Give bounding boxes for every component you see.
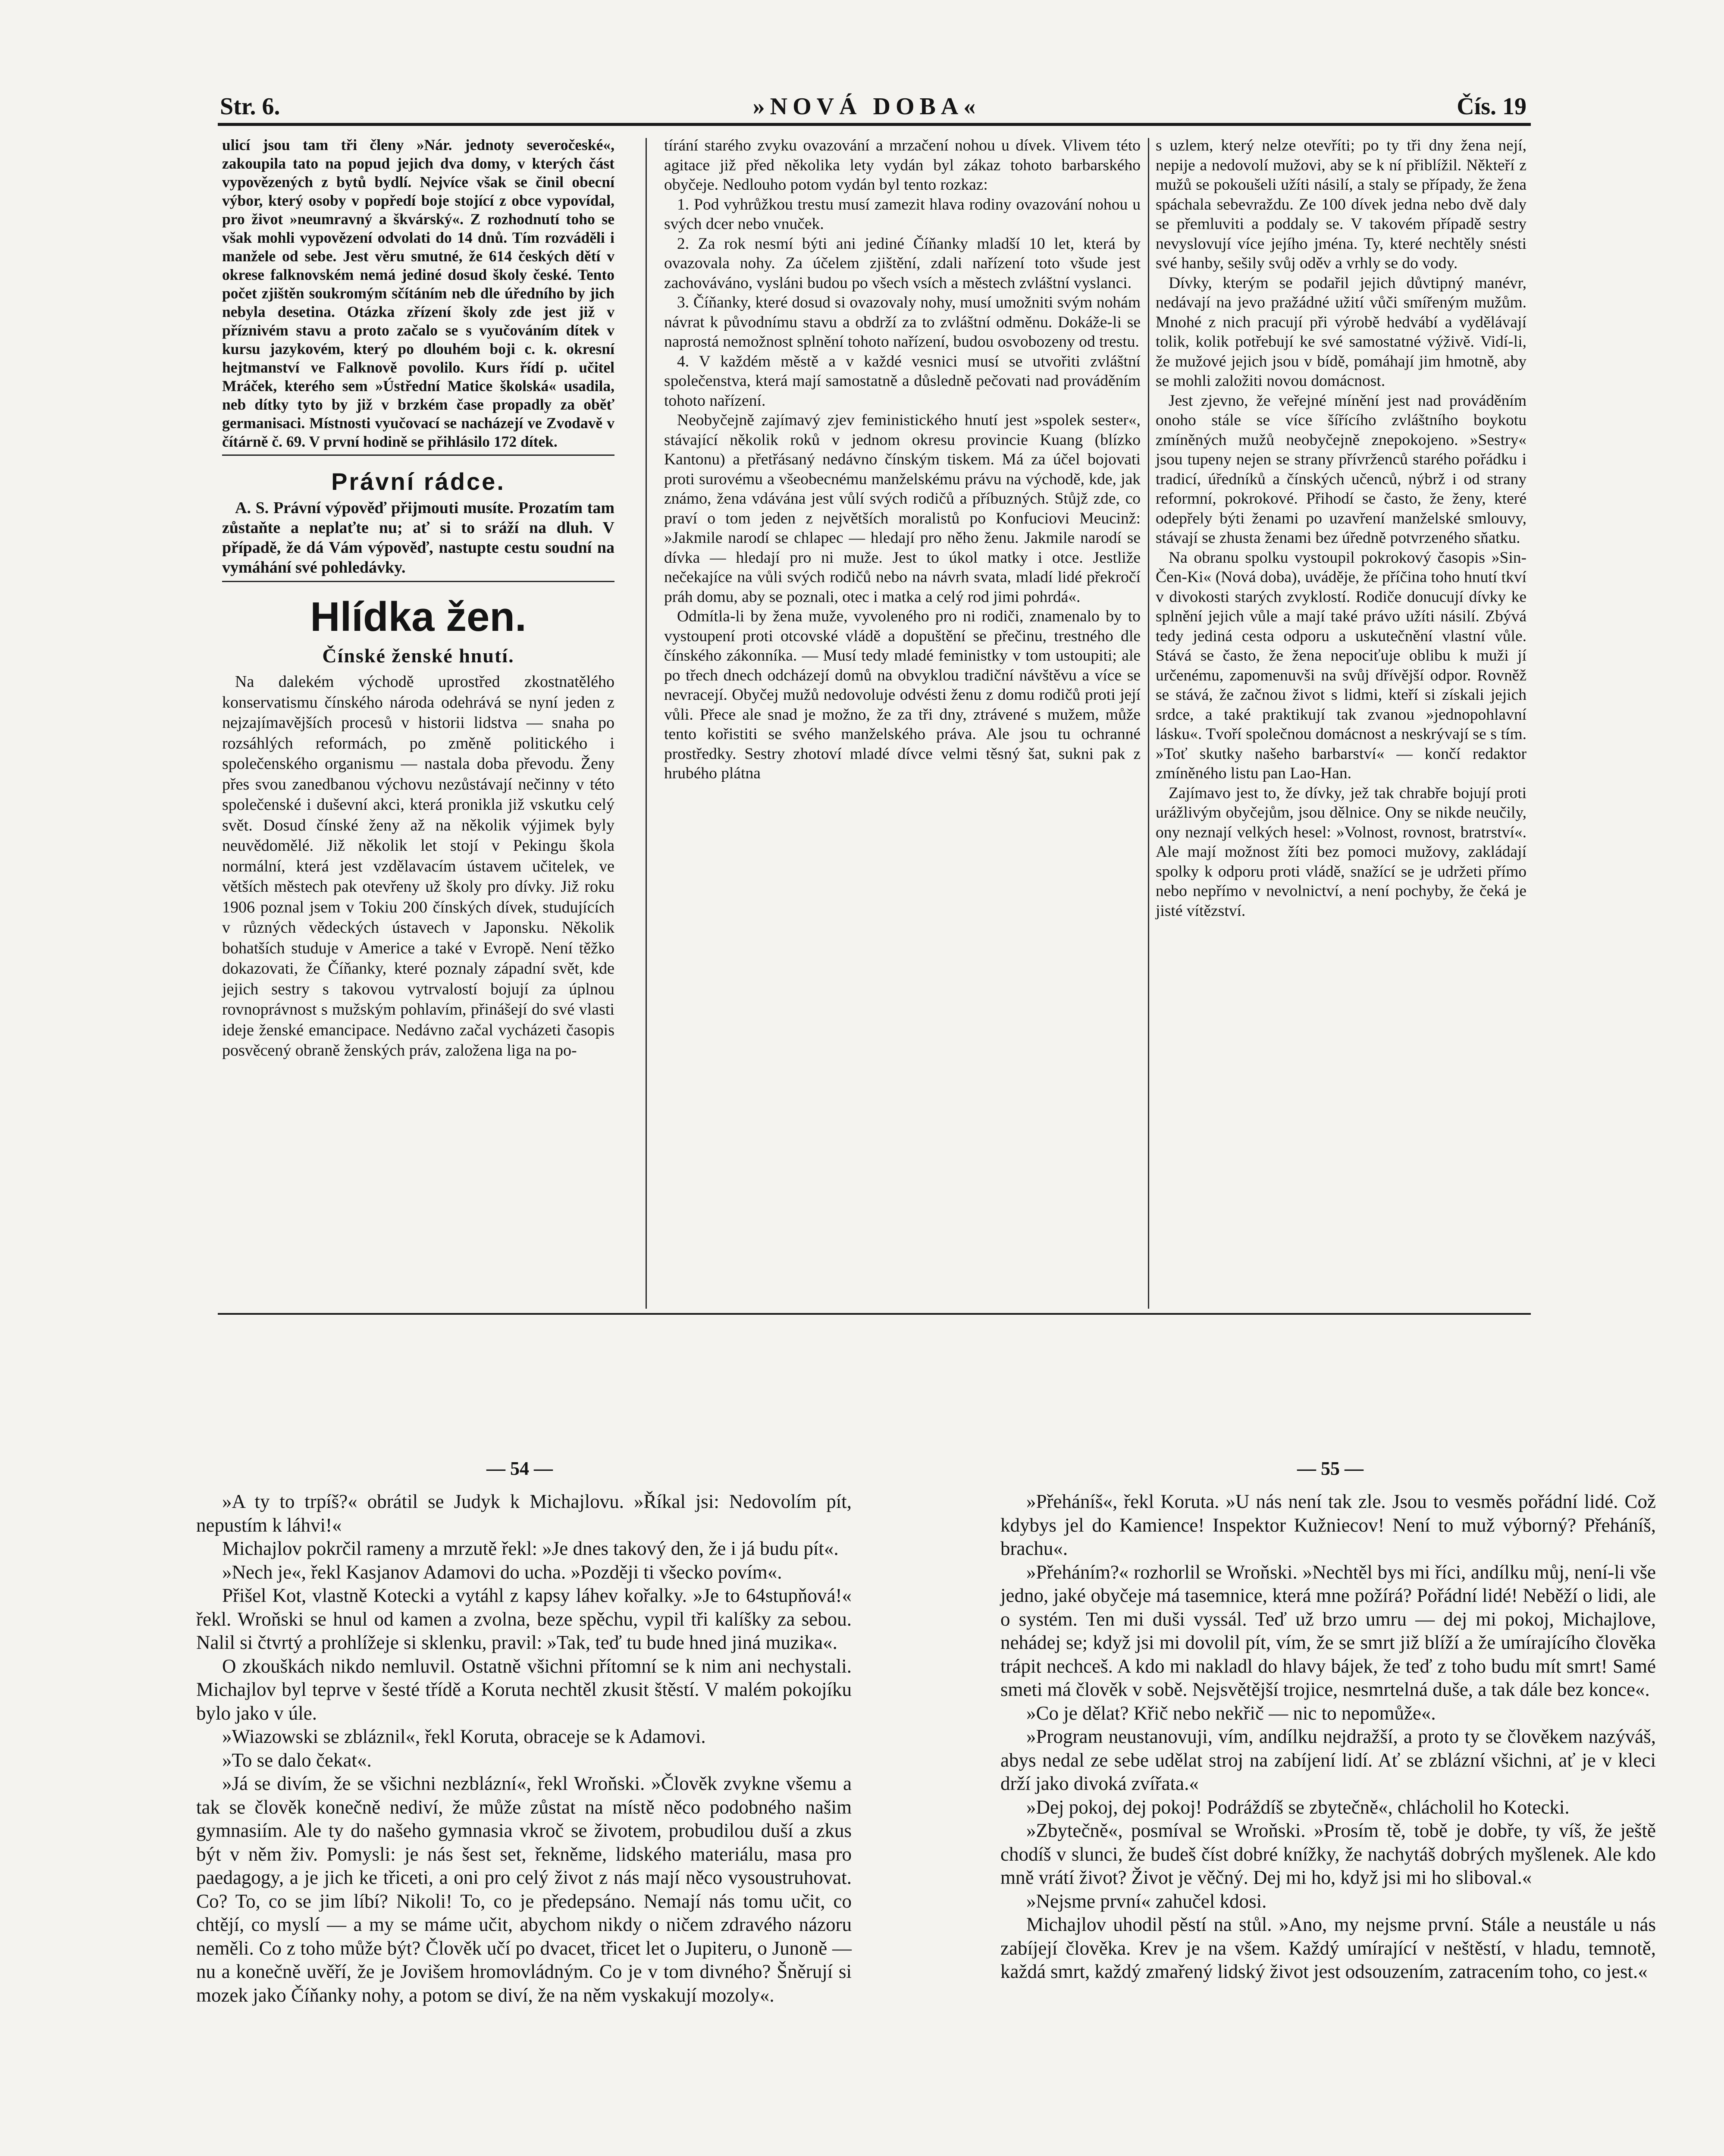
footer-rule [218,1313,1531,1315]
book-paragraph: »Dej pokoj, dej pokoj! Podráždíš se zbytečně«, chlácholil ho Kotecki. [1026,1796,1570,1818]
column-divider [222,454,614,456]
header-rule [218,123,1531,126]
legal-advice-heading: Právní rádce. [331,468,505,495]
book-paragraph: Michajlov pokrčil rameny a mrzutě řekl: »Je dnes takový den, že i já budu pít«. [222,1538,839,1559]
article-paragraph: Zajímavo jest to, že dívky, jež tak chrabře bojují proti urážlivým obyčejům, jsou dělnice. Ony se nikde neučily, ony neznají velkých hesel: »Volnost, rovnost, bratrství«. Ale mají možnost žíti bez pomoci mužovy, zakládají spolky k odporu proti vládě, snažící se je udržeti přímo nebo nepřímo v nevolnictví, a není pochyby, že čeká je jisté vítězství. [1156,784,1527,920]
column-1 [222,136,614,1061]
column-2 [664,136,1141,783]
article-paragraph: 1. Pod vyhrůžkou trestu musí zamezit hlava rodiny ovazování nohou u svých dcer nebo vnuček. [664,195,1141,233]
book-paragraph: »Zbytečně«, posmíval se Wroňski. »Prosím tě, tobě je dobře, ty víš, že ještě chodíš v slunci, že budeš číst dobré knížky, že nachytáš dobrých myšlenek. Ale kdo mně vrátí život? Život je věčný. Dej mi ho, když jsi mi ho sliboval.« [1000,1820,1656,1888]
article-paragraph: tírání starého zvyku ovazování a mrzačení nohou u dívek. Vlivem této agitace již před několika lety vydán byl zákaz tohoto barbarského obyčeje. Nedlouho potom vydán byl tento rozkaz: [664,137,1141,194]
article-paragraph: Na obranu spolku vystoupil pokrokový časopis »Sin-Čen-Ki« (Nová doba), uváděje, že příčina toho hnutí tkví v divokosti starých zvyklostí. Rodiče donucují dívky ke splnění jejich vůle a mají také právo užíti násilí. Zbývá tedy jediná cesta odporu a uskutečnění vlastní vůle. Stává se často, že žena nepociťuje oblibu k muži jí určenému, zapomenuvši na svůj dřívější odpor. Rovněž se stává, že začnou život s lidmi, kteří si získali jejich srdce, a také praktikují tak zvanou »jednopohlavní lásku«. Tvoří společnou domácnost a neskrývají se s tím. »Toť skutky našeho barbarství« — končí redaktor zmíněného listu pan Lao-Han. [1156,548,1527,782]
book-paragraph: »Já se divím, že se všichni nezblázní«, řekl Wroňski. »Člověk zvykne všemu a tak se člověk konečně nediví, že může zůstat na místě něco podobného našim gymnasiím. Ale ty do našeho gymnasia vkroč se životem, probudilou duší a zkus být v něm živ. Pomysli: je nás šest set, řekněme, lidského materiálu, masa pro paedagogy, a je jich ke třiceti, a oni pro celý život z nás mají něco vysoustruhovat. Co? To, co se jim líbí? Nikoli! To, co je předepsáno. Nemají nás tomu učit, co chtějí, co myslí — a my se máme učit, abychom nikdy o ničem zdravého názoru neměli. Co z toho může být? Člověk učí po dvacet, třicet let o Jupiteru, o Junoně — nu a konečně uvěří, že je Jovišem hromovládným. Co je v tom divného? Šněrují si mozek jako Číňanky nohy, a potom se diví, že na něm vyskakují mozoly«. [196,1773,852,2006]
section-title-women: Hlídka žen. [310,594,527,640]
book-page-number-right: — 55 — [1297,1458,1364,1479]
column-separator [646,138,647,1309]
column-separator [1148,138,1149,1309]
book-page-right [1000,1490,1656,1984]
book-paragraph: »Nejsme první« zahučel kdosi. [1026,1890,1267,1912]
article-paragraph: Jest zjevno, že veřejné mínění jest nad prováděním onoho stále se více šířícího zvláštního boykotu zmíněných mužů neobyčejně znepokojeno. »Sestry« jsou tupeny nejen se strany přívrženců starého pořádku i tradicí, úředníků a čínských učenců, nýbrž i od strany reformní, pokrokové. Přihodí se často, že ženy, které odepřely býti ženami po uzavření manželské smlouvy, stávají se zhusta ženami bez úředně potvrzeného sňatku. [1156,392,1527,547]
issue-number-label: Čís. 19 [1457,93,1527,120]
book-paragraph: »Wiazowski se zbláznil«, řekl Koruta, obraceje se k Adamovi. [222,1726,706,1747]
page-number-label: Str. 6. [220,93,280,120]
book-page-left [196,1490,852,2007]
article-paragraph: Na dalekém východě uprostřed zkostnatělého konservatismu čínského národa odehrává se nyní jeden z nejzajímavějších procesů v historii lidstva — snaha po rozsáhlých reformách, po změně politického i společenského organismu — nastala doba převodu. Ženy přes svou zanedbanou výchovu nezůstávají nečinny v této společenské i duševní akci, která pronikla již vskutku celý svět. Dosud čínské ženy až na několik výjimek byly neuvědomělé. Již několik let stojí v Pekingu škola normální, která jest vzdělavacím ústavem učitelek, ve větších městech pak otevřeny už školy pro dívky. Již roku 1906 poznal jsem v Tokiu 200 čínských dívek, studujících v různých vědeckých ústavech v Japonsku. Několik bohatších studuje v Americe a také v Evropě. Není těžko dokazovati, že Číňanky, které poznaly západní svět, kde jejich sestry s takovou vytrvalostí bojují za úplnou rovnoprávnost s mužským pohlavím, přinášejí do své vlasti ideje ženské emancipace. Nedávno začal vycházeti časopis posvěcený obraně ženských práv, založena liga na po- [222,673,614,1059]
column-3 [1156,136,1527,921]
article-paragraph: Dívky, kterým se podařil jejich důvtipný manévr, nedávají na jevo pražádné užití vůči smířeným mužům. Mnohé z nich pracují při výrobě hedvábí a vydělávají tolik, kolik potřebují ke své samostatné výživě. Vidí-li, že mužové jejich jsou v bídě, pomáhají jim hmotně, aby se mohli založiti novou domácnost. [1156,274,1527,390]
book-paragraph: Michajlov uhodil pěstí na stůl. »Ano, my nejsme první. Stále a neustále u nás zabíjejí člověka. Krev je na všem. Každý umírající v neštěstí, v hladu, temnotě, každá smrt, každý zmařený lidský život jest odsouzením, zatracením toho, co jest.« [1000,1914,1656,1982]
article-continuation: ulicí jsou tam tři členy »Nár. jednoty severočeské«, zakoupila tato na popud jejich dva domy, v kterých část vypovězených z bytů bydlí. Nejvíce však se činil obecní výbor, který osoby v popředí boje stojící z obce vypovídal, pro život »neumravný a škvárský«. Z rozhodnutí toho se však mohli vypovězení odvolati do 14 dnů. Tím rozváděli i manžele od sebe. Jest věru smutné, že 614 českých dětí v okrese falknovském nemá jediné dosud školy české. Tento počet zjištěn soukromým sčítáním neb dle úředního by jich nebyla desetina. Otázka zřízení školy zde jest již v příznivém stavu a proto začalo se s vyučováním dítek v kursu jazykovém, který po dlouhém boji c. k. okresní hejtmanství ve Falknově povolilo. Kurs řídí p. učitel Mráček, kterého sem »Ústřední Matice školská« usadila, neb dítky tyto by již v brzkém čase propadly za oběť germanisaci. Místnosti vyučovací se nacházejí ve Zvodavě v čítárně č. 69. V první hodině se přihlásilo 172 dítek. [222,136,614,450]
book-paragraph: »Co je dělat? Křič nebo nekřič — nic to nepomůže«. [1026,1702,1436,1724]
article-paragraph: 2. Za rok nesmí býti ani jediné Číňanky mladší 10 let, která by ovazovala nohy. Za účelem zjištění, zdali nařízení toto všude jest zachováváno, vysláni budou po všech vsích a městech zvláštní vyslanci. [664,235,1141,292]
article-subheading: Čínské ženské hnutí. [322,645,514,667]
book-paragraph: »To se dalo čekat«. [222,1749,372,1771]
book-paragraph: »Přeháním?« rozhorlil se Wroňski. »Nechtěl bys mi říci, andílku můj, není-li vše jedno, jaké obyčeje má tasemnice, která mne požírá? Pořádní lidé! Neběží o lidi, ale o systém. Ten mi duši vyssál. Teď už brzo umru — dej mi pokoj, Michajlove, nehádej se; když jsi mi dovolil pít, vím, že se smrt již blíží a že umírajícího člověka trápit nechceš. A kdo mi nakladl do hlavy bájek, že teď z toho budu mít smrt! Samé smeti má člověk v sobě. Nejsvětější trojice, nesmrtelná duše, a tak dále bez konce«. [1000,1561,1656,1700]
article-paragraph: 3. Číňanky, které dosud si ovazovaly nohy, musí umožniti svým nohám návrat k původnímu stavu a obdrží za to zvláštní odměnu. Dokáže-li se naprostá nemožnost splnění tohoto nařízení, budou osvobozeny od trestu. [664,294,1141,351]
book-page-number-left: — 54 — [486,1458,553,1479]
book-paragraph: O zkouškách nikdo nemluvil. Ostatně všichni přítomní se k nim ani nechystali. Michajlov byl teprve v šesté třídě a Koruta nechtěl zkusit štěstí. V malém pokojíku bylo jako v úle. [196,1655,852,1724]
article-paragraph: Neobyčejně zajímavý zjev feministického hnutí jest »spolek sester«, stávající několik roků v jednom okresu provincie Kuang (blízko Kantonu) a přetřásaný nedávno čínským tiskem. Má za účel bojovati proti surovému a všeobecnému manželskému právu na východě, kde, jak známo, žena vdávána jest vůlí svých rodičů a příbuzných. Stůjž zde, co praví o tom jeden z největších moralistů po Konfuciovi Meucinž: »Jakmile narodí se chlapec — hledají pro něho ženu. Jakmile narodí se dívka — hledají pro ni muže. Jest to úkol matky i otce. Jestliže nečekajíce na vůli svých rodičů nebo na návrh svata, mladí lidé překročí práh domu, aby se poznali, otec i matka a celý rod jimi pohrdá«. [664,411,1141,606]
article-paragraph: Odmítla-li by žena muže, vyvoleného pro ni rodiči, znamenalo by to vystoupení proti otcovské vládě a dopuštění se přečinu, trestného dle čínského zákonníka. — Musí tedy mladé feministky v tom ustoupiti; ale po třech dnech odcházejí domů na obvyklou tradiční návštěvu a více se nevracejí. Obyčej mužů nedovoluje odvésti ženu z domu rodičů proti její vůli. Přece ale snad je možno, že za tři dny, ztrávené s mužem, může tento kořistiti se svého manželského práva. Ale jsou tu ochranné prostředky. Sestry zhotoví mladé dívce velmi těsný šat, sukni pak z hrubého plátna [664,608,1141,782]
newspaper-title: »NOVÁ DOBA« [752,93,981,120]
book-paragraph: »Program neustanovuji, vím, andílku nejdražší, a proto ty se člověkem nazýváš, abys nedal ze sebe udělat stroj na zabíjení lidí. Ať se zblázní všichni, ať je v kleci drží jako divoká zvířata.« [1000,1726,1656,1794]
page-header [220,93,1527,119]
book-paragraph: »Přeháníš«, řekl Koruta. »U nás není tak zle. Jsou to vesměs pořádní lidé. Což kdybys jel do Kamience! Inspektor Kužniecov! Není to muž výborný? Přeháníš, brachu«. [1000,1491,1656,1559]
article-paragraph: s uzlem, který nelze otevříti; po ty tři dny žena nejí, nepije a nedovolí mužovi, aby se k ní přiblížil. Někteří z mužů se pokoušeli užíti násilí, a staly se případy, že žena spáchala sebevraždu. Ze 100 dívek jedna nebo dvě daly se přemluviti a poddaly se. V takovém případě sestry nevyslovují více jejího jména. Ty, které nechtěly snésti své hanby, sešily svůj oděv a vrhly se do vody. [1156,137,1527,272]
article-paragraph: 4. V každém městě a v každé vesnici musí se utvořiti zvláštní společenstva, která mají samostatně a důsledně pečovati nad prováděním tohoto nařízení. [664,352,1141,410]
book-paragraph: »A ty to trpíš?« obrátil se Judyk k Michajlovu. »Říkal jsi: Nedovolím pít, nepustím k láhvi!« [196,1491,852,1536]
book-paragraph: »Nech je«, řekl Kasjanov Adamovi do ucha. »Později ti všecko povím«. [222,1561,782,1583]
legal-advice-text: A. S. Právní výpověď přijmouti musíte. Prozatím tam zůstaňte a neplaťte nu; ať si to sráží na dluh. V případě, že dá Vám výpověď, nastupte cestu soudní na vymáhání své pohledávky. [222,499,614,577]
column-divider [222,581,614,582]
book-paragraph: Přišel Kot, vlastně Kotecki a vytáhl z kapsy láhev kořalky. »Je to 64stupňová!« řekl. Wroňski se hnul od kamen a zvolna, beze spěchu, vypil tři kalíšky za sebou. Nalil si čtvrtý a prohlížeje si sklenku, pravil: »Tak, teď tu bude hned jiná muzika«. [196,1585,852,1653]
